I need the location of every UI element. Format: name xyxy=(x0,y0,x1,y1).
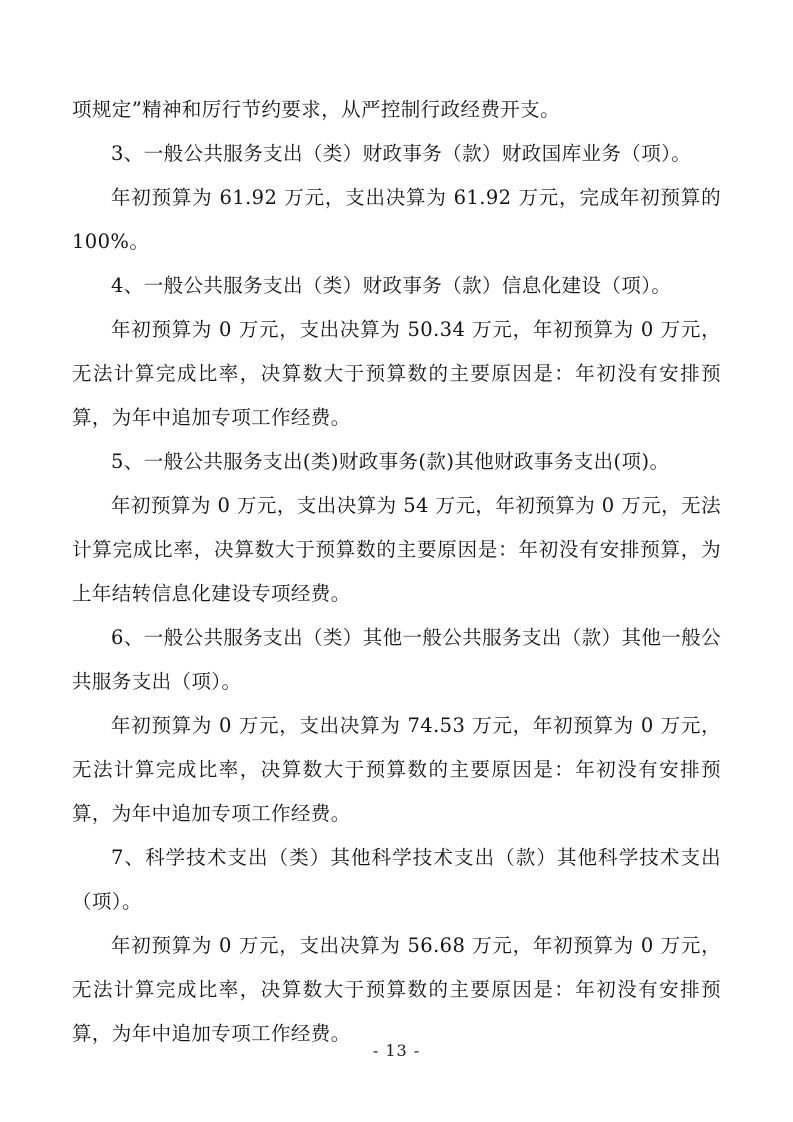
paragraph-item-6-title: 6、一般公共服务支出（类）其他一般公共服务支出（款）其他一般公共服务支出（项）。 xyxy=(72,626,721,693)
document-body xyxy=(72,88,721,1056)
paragraph-item-4-body: 年初预算为 0 万元，支出决算为 50.34 万元，年初预算为 0 万元，无法计算完成比率，决算数大于预算数的主要原因是：年初没有安排预算，为年中追加专项工作经费。 xyxy=(72,318,721,429)
paragraph-continued-top: 项规定”精神和厉行节约要求，从严控制行政经费开支。 xyxy=(72,98,560,121)
paragraph-item-6-body: 年初预算为 0 万元，支出决算为 74.53 万元，年初预算为 0 万元，无法计算完成比率，决算数大于预算数的主要原因是：年初没有安排预算，为年中追加专项工作经费。 xyxy=(72,714,721,825)
paragraph-item-3-title: 3、一般公共服务支出（类）财政事务（款）财政国库业务（项）。 xyxy=(111,142,692,165)
paragraph-item-3-body: 年初预算为 61.92 万元，支出决算为 61.92 万元，完成年初预算的 100%。 xyxy=(72,186,721,253)
paragraph-item-4-title: 4、一般公共服务支出（类）财政事务（款）信息化建设（项）。 xyxy=(111,274,672,297)
paragraph-item-5-body: 年初预算为 0 万元，支出决算为 54 万元，年初预算为 0 万元，无法计算完成比率，决算数大于预算数的主要原因是：年初没有安排预算，为上年结转信息化建设专项经费。 xyxy=(72,494,721,605)
paragraph-item-7-title: 7、科学技术支出（类）其他科学技术支出（款）其他科学技术支出（项）。 xyxy=(72,846,721,913)
page-number: - 13 - xyxy=(372,1041,421,1060)
paragraph-item-5-title: 5、一般公共服务支出(类)财政事务(款)其他财政事务支出(项)。 xyxy=(111,450,670,473)
paragraph-item-7-body: 年初预算为 0 万元，支出决算为 56.68 万元，年初预算为 0 万元，无法计算完成比率，决算数大于预算数的主要原因是：年初没有安排预算，为年中追加专项工作经费。 xyxy=(72,934,721,1045)
